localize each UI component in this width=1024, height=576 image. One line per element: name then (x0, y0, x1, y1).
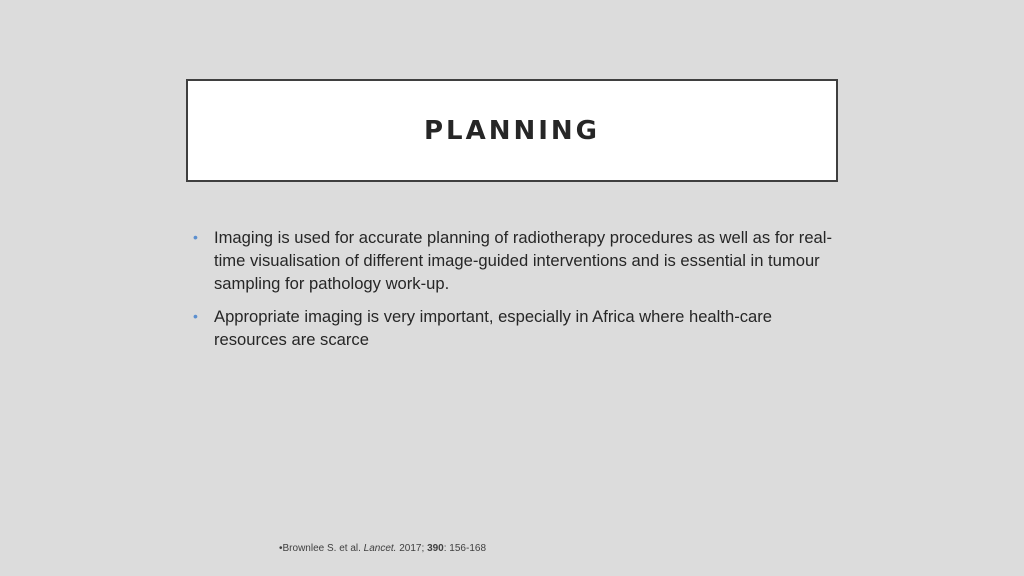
bullet-item (193, 226, 843, 295)
bullet-icon: • (193, 229, 198, 245)
citation-authors: •Brownlee S. et al. (279, 543, 364, 554)
bullet-text: Appropriate imaging is very important, especially in Africa where health-care resources are scarce (214, 307, 772, 349)
title-box (186, 79, 838, 182)
bullet-icon: • (193, 308, 198, 324)
citation-year: 2017; (396, 543, 428, 554)
bullet-list (193, 226, 843, 361)
bullet-text: Imaging is used for accurate planning of radiotherapy procedures as well as for real-time visualisation of different image-guided interventions and is essential in tumour sampling for pathology work-up. (214, 228, 832, 293)
citation-pages: : 156-168 (443, 543, 487, 554)
citation-journal: Lancet. (363, 543, 397, 554)
citation (279, 543, 486, 554)
slide-title: PLANNING (423, 115, 601, 146)
bullet-item (193, 305, 843, 351)
citation-volume: 390 (427, 543, 444, 554)
